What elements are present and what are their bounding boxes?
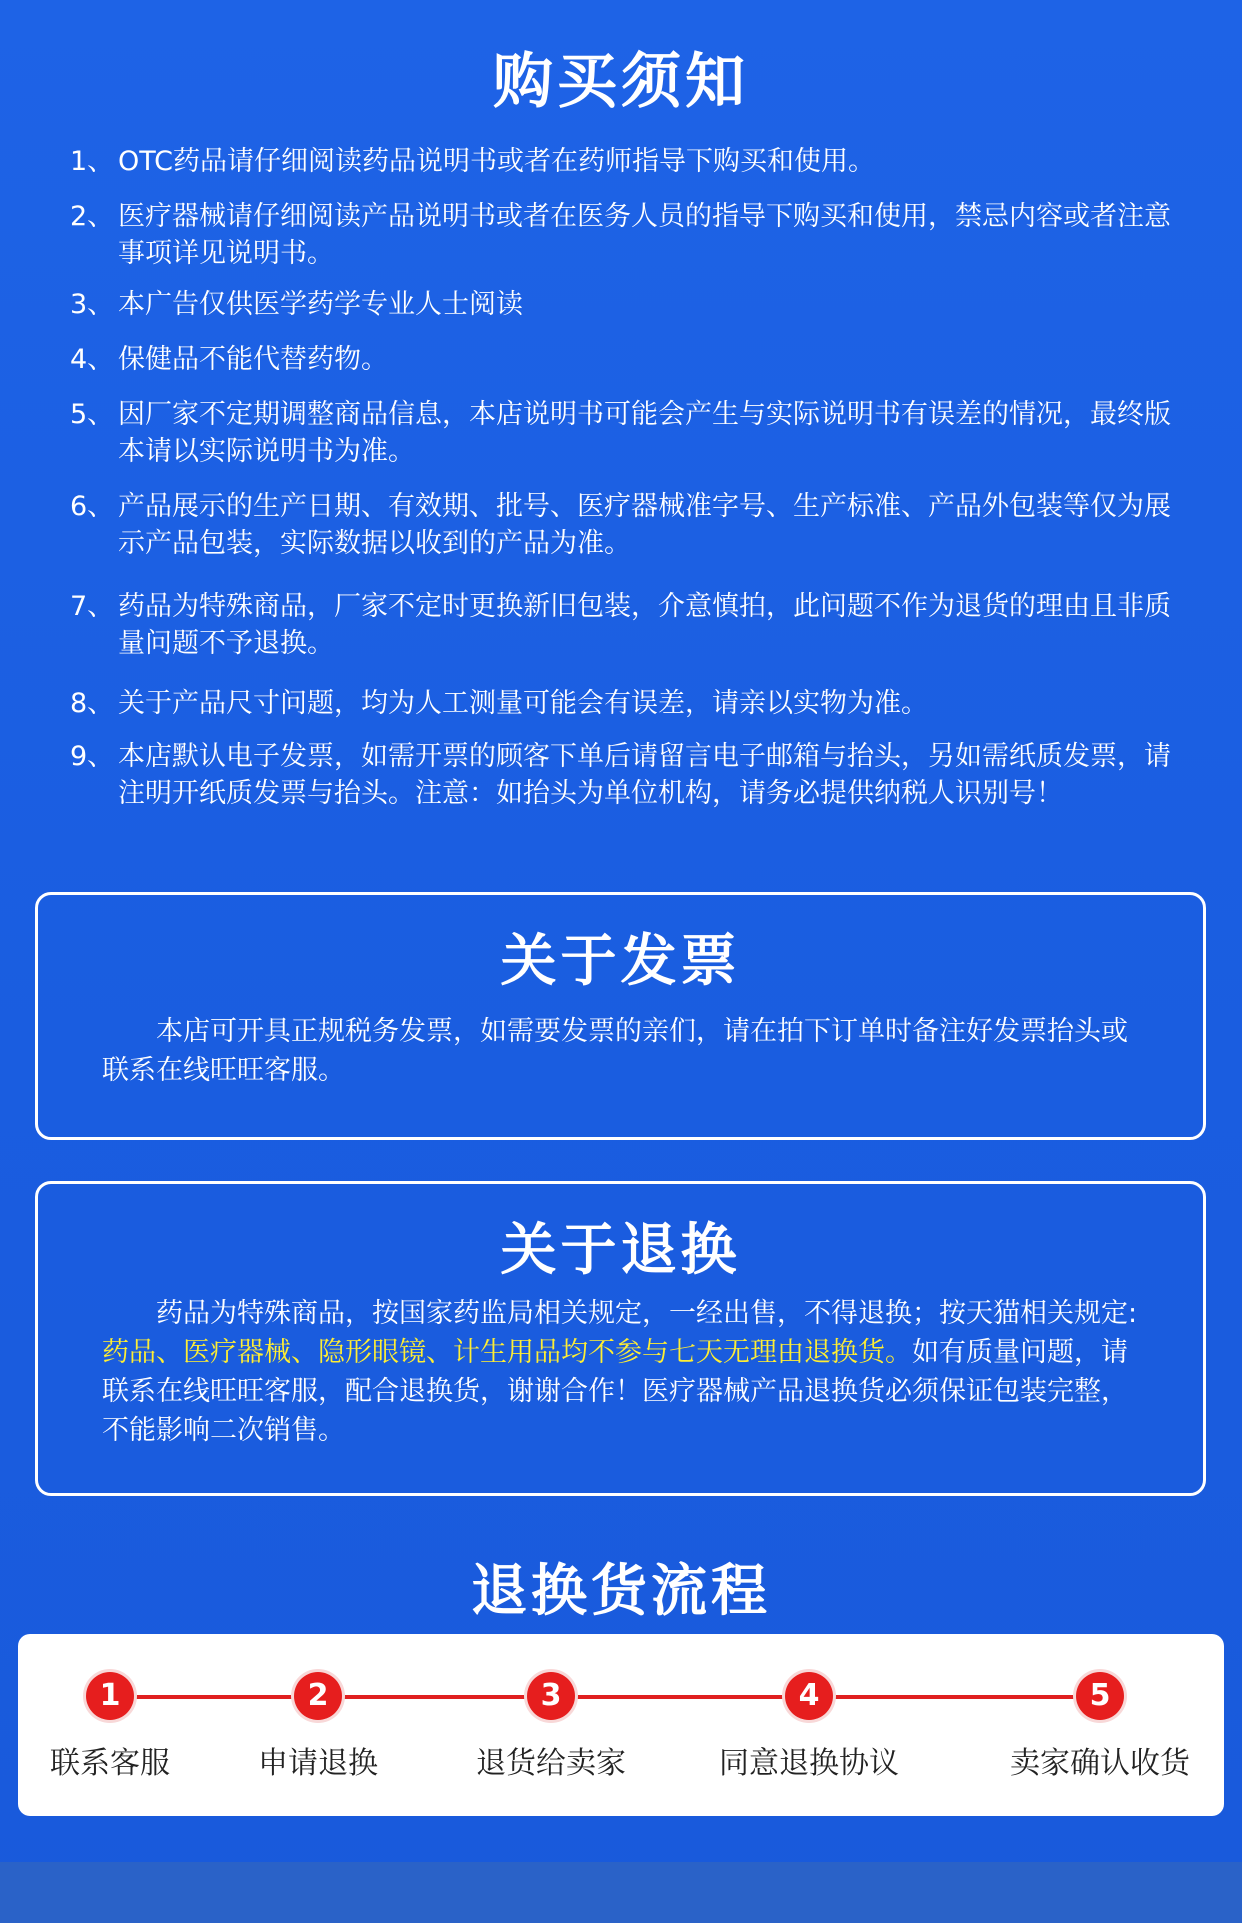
returns-highlight-text: 药品、医疗器械、隐形眼镜、计生用品均不参与七天无理由退换货。 [102, 1337, 912, 1368]
notice-number: 9、 [70, 741, 115, 772]
notice-number: 2、 [70, 201, 115, 232]
step-label: 申请退换 [258, 1746, 378, 1781]
step-number-badge: 5 [1076, 1672, 1124, 1720]
returns-body-text: 如有质量问题，请联系在线旺旺客服，配合退换货，谢谢合作！医疗器械产品退换货必须保证包装完整，不能影响二次销售。 [102, 1337, 1128, 1446]
returns-body-text: 药品为特殊商品，按国家药监局相关规定，一经出售，不得退换；按天猫相关规定: [156, 1298, 1138, 1329]
step-label: 联系客服 [50, 1746, 170, 1781]
notice-number: 3、 [70, 289, 115, 320]
notice-item [70, 396, 1190, 470]
notice-item [70, 198, 1190, 272]
step-label: 退货给卖家 [476, 1746, 626, 1781]
step-number-badge: 2 [294, 1672, 342, 1720]
notice-text: 药品为特殊商品，厂家不定时更换新旧包装，介意慎拍，此问题不作为退货的理由且非质量问题不予退换。 [118, 591, 1171, 659]
flow-title: 退换货流程 [471, 1559, 771, 1624]
returns-section [35, 1181, 1206, 1496]
notice-item [70, 738, 1190, 812]
flow-step [218, 1634, 418, 1816]
step-label: 同意退换协议 [719, 1746, 899, 1781]
invoice-title: 关于发票 [500, 929, 741, 994]
notice-item [70, 341, 1190, 378]
step-label: 卖家确认收货 [1010, 1746, 1190, 1781]
notice-number: 1、 [70, 146, 115, 177]
flow-step [1000, 1634, 1200, 1816]
notice-item [70, 286, 1190, 323]
notice-number: 8、 [70, 688, 115, 719]
flow-step [451, 1634, 651, 1816]
notice-text: 保健品不能代替药物。 [118, 344, 388, 375]
notice-text: 产品展示的生产日期、有效期、批号、医疗器械准字号、生产标准、产品外包装等仅为展示产品包装，实际数据以收到的产品为准。 [118, 491, 1171, 559]
notice-text: 本广告仅供医学药学专业人士阅读 [118, 289, 523, 320]
notice-item [70, 488, 1190, 562]
bottom-strip [0, 1862, 1242, 1923]
notice-text: 因厂家不定期调整商品信息，本店说明书可能会产生与实际说明书有误差的情况，最终版本请以实际说明书为准。 [118, 399, 1171, 467]
return-flow-card [18, 1634, 1224, 1816]
notice-item [70, 685, 1190, 722]
step-number-badge: 4 [785, 1672, 833, 1720]
page-title: 购买须知 [493, 47, 749, 117]
notice-number: 6、 [70, 491, 115, 522]
step-number-badge: 3 [527, 1672, 575, 1720]
notice-text: 关于产品尺寸问题，均为人工测量可能会有误差，请亲以实物为准。 [118, 688, 928, 719]
notice-item [70, 143, 1190, 180]
step-number-badge: 1 [86, 1672, 134, 1720]
notice-item [70, 588, 1190, 662]
invoice-section [35, 892, 1206, 1140]
invoice-body: 本店可开具正规税务发票，如需要发票的亲们，请在拍下订单时备注好发票抬头或联系在线旺旺客服。 [102, 1016, 1128, 1086]
returns-body [102, 1294, 1152, 1450]
notice-number: 5、 [70, 399, 115, 430]
flow-step [10, 1634, 210, 1816]
notice-number: 4、 [70, 344, 115, 375]
notice-text: OTC药品请仔细阅读药品说明书或者在药师指导下购买和使用。 [118, 146, 876, 177]
notice-text: 本店默认电子发票，如需开票的顾客下单后请留言电子邮箱与抬头，另如需纸质发票，请注明开纸质发票与抬头。注意：如抬头为单位机构，请务必提供纳税人识别号！ [118, 741, 1171, 809]
flow-step [709, 1634, 909, 1816]
notice-text: 医疗器械请仔细阅读产品说明书或者在医务人员的指导下购买和使用，禁忌内容或者注意事项详见说明书。 [118, 201, 1171, 269]
notice-number: 7、 [70, 591, 115, 622]
returns-title: 关于退换 [500, 1218, 741, 1283]
